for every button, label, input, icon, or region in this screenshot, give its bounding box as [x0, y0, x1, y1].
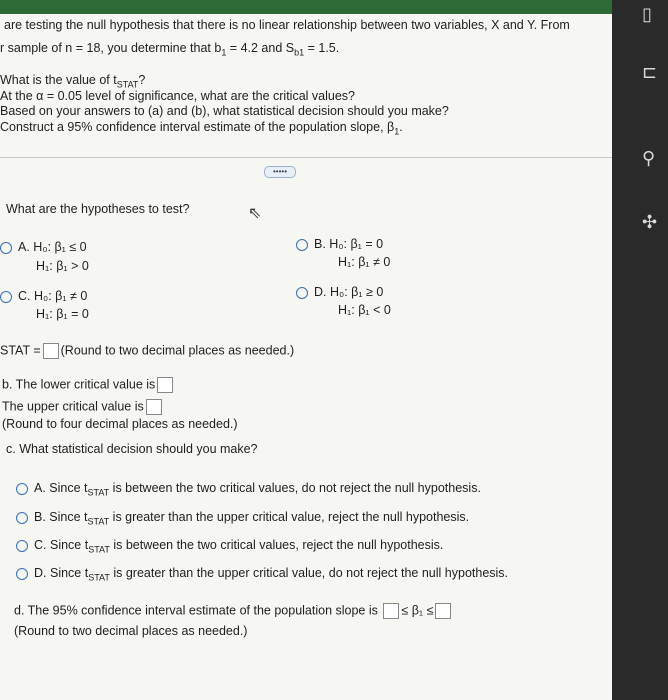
question-a: What is the value of $t_{STAT}$?: [0, 73, 146, 90]
tstat-input[interactable]: [43, 343, 59, 359]
lower-critical-row: b. The lower critical value is: [2, 377, 175, 393]
hypothesis-option-a[interactable]: A. H₀: β₁ ≤ 0: [0, 240, 87, 255]
hypothesis-option-b[interactable]: B. H₀: β₁ = 0: [296, 237, 383, 252]
part-c-prompt: c. What statistical decision should you make?: [6, 442, 258, 456]
question-b: At the α = 0.05 level of significance, what are the critical values?: [0, 89, 355, 103]
radio-b[interactable]: [296, 239, 308, 251]
hypothesis-option-c-h1: H₁: β₁ = 0: [36, 307, 89, 321]
radio-c-d[interactable]: [16, 568, 28, 580]
problem-line2: r sample of n = 18, you determine that $b_1 = 4.2$ and $S_{b1} = 1.5$.: [0, 41, 340, 58]
ci-upper-input[interactable]: [435, 603, 451, 619]
part-d-note: (Round to two decimal places as needed.): [14, 624, 248, 638]
decision-option-b[interactable]: B. Since $t_{STAT}$ is greater than the upper critical value, reject the null hypothesis.: [16, 510, 469, 527]
expand-button[interactable]: •••••: [264, 166, 296, 178]
top-bar: [0, 0, 612, 14]
hypothesis-option-a-h1: H₁: β₁ > 0: [36, 259, 89, 273]
upper-critical-row: The upper critical value is: [2, 399, 164, 415]
decision-option-d[interactable]: D. Since $t_{STAT}$ is greater than the upper critical value, do not reject the null hypothesis.: [16, 566, 508, 583]
folder-icon[interactable]: ⊏: [642, 62, 658, 82]
part-b-note: (Round to four decimal places as needed.): [2, 417, 238, 431]
problem-line1: are testing the null hypothesis that there is no linear relationship between two variables, X and Y. From: [4, 18, 570, 32]
question-c: Based on your answers to (a) and (b), what statistical decision should you make?: [0, 104, 449, 118]
radio-c-b[interactable]: [16, 512, 28, 524]
radio-a[interactable]: [0, 242, 12, 254]
notebook-icon[interactable]: ▯: [642, 4, 652, 24]
hypothesis-option-b-h1: H₁: β₁ ≠ 0: [338, 255, 391, 269]
right-sidebar: [612, 0, 668, 700]
radio-c-c[interactable]: [16, 540, 28, 552]
section-divider: [0, 157, 612, 158]
tstat-row: STAT = (Round to two decimal places as needed.): [0, 343, 295, 358]
question-d: Construct a 95% confidence interval estimate of the population slope, $\beta_1$.: [0, 120, 403, 137]
mouse-cursor-icon: ⇖: [248, 205, 262, 222]
upper-critical-input[interactable]: [146, 399, 162, 415]
hypothesis-option-d-h1: H₁: β₁ < 0: [338, 303, 391, 317]
decision-option-c[interactable]: C. Since $t_{STAT}$ is between the two critical values, reject the null hypothesis.: [16, 538, 443, 555]
link-icon[interactable]: ⚲: [642, 148, 656, 168]
decision-option-a[interactable]: A. Since $t_{STAT}$ is between the two critical values, do not reject the null hypothesis.: [16, 481, 481, 498]
apps-icon[interactable]: ✣: [642, 212, 658, 232]
hypothesis-option-d[interactable]: D. H₀: β₁ ≥ 0: [296, 285, 383, 300]
ci-lower-input[interactable]: [383, 603, 399, 619]
radio-c-a[interactable]: [16, 483, 28, 495]
radio-d[interactable]: [296, 287, 308, 299]
hypothesis-option-c[interactable]: C. H₀: β₁ ≠ 0: [0, 289, 87, 304]
hypotheses-prompt: What are the hypotheses to test?: [6, 202, 190, 216]
lower-critical-input[interactable]: [157, 377, 173, 393]
radio-c[interactable]: [0, 291, 12, 303]
part-d-row: d. The 95% confidence interval estimate of the population slope is ≤ β₁ ≤: [14, 603, 453, 619]
